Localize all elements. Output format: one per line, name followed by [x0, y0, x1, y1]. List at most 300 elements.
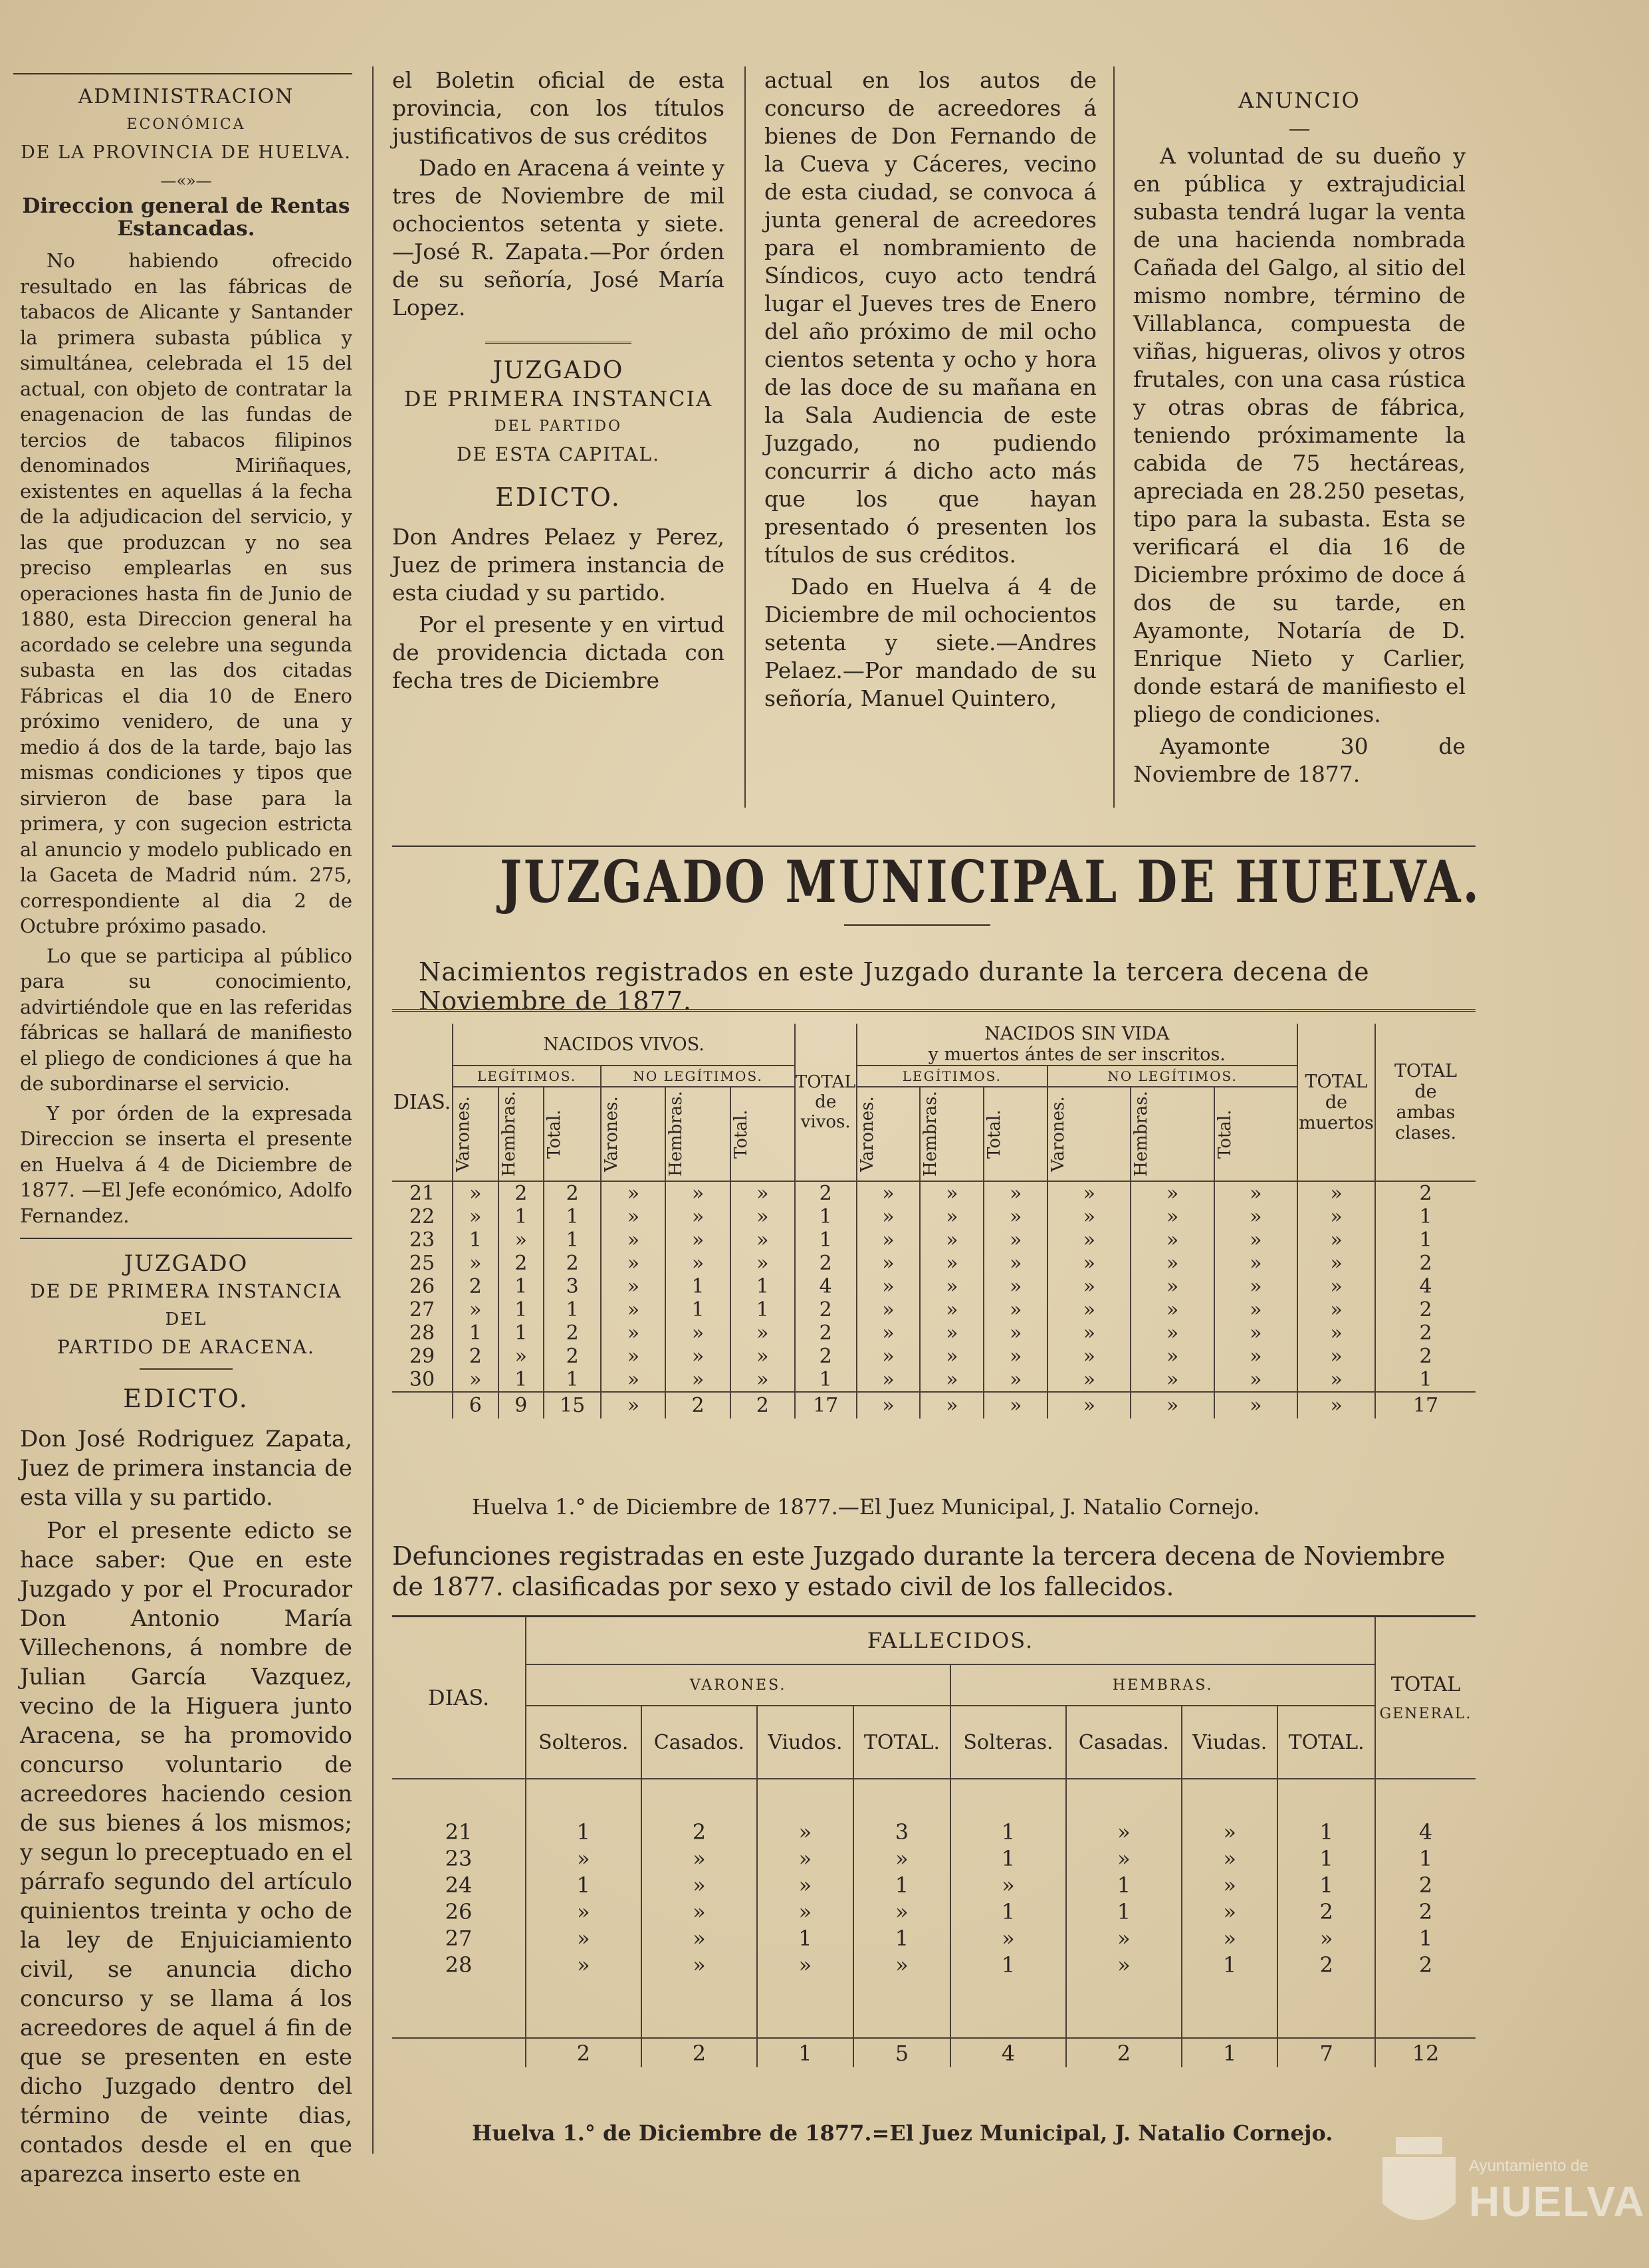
table-cell: 1 [1277, 1819, 1375, 1845]
deaths-col-header: Viudas. [1182, 1706, 1277, 1779]
table-cell: 1 [1375, 1228, 1476, 1252]
table-cell: » [1131, 1252, 1214, 1275]
table-cell: » [1214, 1321, 1297, 1345]
ayuntamiento-logo [1376, 2130, 1646, 2243]
hembras-label: Hembras. [921, 1091, 941, 1177]
table-row [392, 1925, 1476, 1952]
varones-label: Varones. [857, 1096, 877, 1172]
direccion-header: Direccion general de Rentas Estancadas. [22, 194, 350, 241]
table-cell: 1 [730, 1275, 795, 1298]
col-varones-nl [601, 1087, 665, 1181]
table-cell: » [601, 1252, 665, 1275]
logo-line-1: Ayuntamiento de [1469, 2157, 1589, 2175]
table-cell: » [730, 1345, 795, 1368]
table-cell: 1 [1066, 1898, 1182, 1925]
table-cell: 1 [950, 1952, 1065, 1978]
births-no-legitimos-header: NO LEGÍTIMOS. [601, 1066, 795, 1087]
empty-cell [392, 1779, 526, 1819]
table-cell: » [665, 1321, 730, 1345]
table-cell: 2 [1375, 1181, 1476, 1205]
table-cell: 29 [409, 1345, 435, 1368]
births-top-rule [392, 1009, 1476, 1012]
table-cell: 1 [853, 1925, 951, 1952]
table-cell: 1 [526, 1872, 641, 1898]
column-divider-2 [744, 66, 746, 808]
table-cell: 1 [1277, 1872, 1375, 1898]
table-cell: » [857, 1345, 921, 1368]
total-muertos-2: de [1325, 1091, 1348, 1113]
table-row [392, 1819, 1476, 1845]
table-cell: » [1182, 1845, 1277, 1872]
table-cell: » [1214, 1275, 1297, 1298]
juzgado-aracena-del: DEL [165, 1309, 207, 1329]
table-cell: 2 [795, 1298, 857, 1321]
table-cell: 2 [795, 1181, 857, 1205]
table-cell: » [984, 1181, 1047, 1205]
total-cell: 2 [665, 1392, 730, 1418]
empty-cell [1375, 1978, 1476, 2038]
table-cell: 1 [526, 1819, 641, 1845]
admin-paragraph-3: Y por órden de la expresada Direccion se inserta el presente en Huelva á 4 de Diciembre de 1877. —El Jefe económico, Adolfo Fernandez. [20, 1101, 352, 1227]
table-cell: » [853, 1845, 951, 1872]
empty-cell [641, 1779, 758, 1819]
table-cell: 1 [795, 1368, 857, 1392]
table-cell: » [1066, 1819, 1182, 1845]
table-cell: » [1047, 1345, 1131, 1368]
empty-cell [392, 1978, 526, 2038]
empty-cell [757, 1978, 853, 2038]
total-cell: 1 [1182, 2038, 1277, 2067]
top-rule [13, 73, 352, 74]
empty-cell [950, 1978, 1065, 2038]
table-cell: » [1214, 1345, 1297, 1368]
table-cell: 1 [498, 1321, 544, 1345]
table-cell: » [853, 1952, 951, 1978]
table-cell: » [1214, 1252, 1297, 1275]
table-cell: 1 [1066, 1872, 1182, 1898]
empty-cell [526, 1779, 641, 1819]
table-cell: » [1297, 1345, 1375, 1368]
table-cell: » [1047, 1252, 1131, 1275]
deaths-signature: Huelva 1.° de Diciembre de 1877.=El Juez Municipal, J. Natalio Cornejo. [472, 2120, 1333, 2146]
table-cell: » [453, 1252, 498, 1275]
table-cell: 2 [1375, 1298, 1476, 1321]
col2-paragraph-1: el Boletin oficial de esta provincia, con los títulos justificativos de sus créditos [392, 67, 724, 149]
sin-vida-2: y muertos ántes de ser inscritos. [928, 1044, 1226, 1065]
empty-cell [1182, 1779, 1277, 1819]
table-cell: » [950, 1925, 1065, 1952]
table-cell: 1 [453, 1321, 498, 1345]
table-cell: » [1131, 1275, 1214, 1298]
births-total-vivos-header [795, 1024, 857, 1181]
col2-paragraph-2: Dado en Aracena á veinte y tres de Noviembre de mil ochocientos setenta y siete. —José R. Zapata.—Por órden de su señoría, José María Lopez. [392, 155, 724, 320]
table-cell: » [730, 1368, 795, 1392]
total-label: Total. [544, 1109, 565, 1159]
table-cell: 1 [498, 1298, 544, 1321]
table-cell: » [601, 1205, 665, 1228]
table-row [392, 1898, 1476, 1925]
col-total-svnl [1214, 1087, 1297, 1181]
total-cell: 2 [1066, 2038, 1182, 2067]
column-4 [1133, 86, 1466, 792]
table-cell: » [920, 1321, 984, 1345]
table-cell: » [665, 1252, 730, 1275]
table-cell: » [920, 1252, 984, 1275]
col-varones-sv [857, 1087, 921, 1181]
deaths-column-headers [392, 1706, 1476, 1779]
empty-cell [950, 1779, 1065, 1819]
total-cell: 17 [795, 1392, 857, 1418]
table-cell: » [665, 1181, 730, 1205]
total-cell: 9 [498, 1392, 544, 1418]
total-cell: 4 [950, 2038, 1065, 2067]
column-1 [20, 83, 352, 2193]
empty-cell [1277, 1779, 1375, 1819]
table-cell: » [453, 1205, 498, 1228]
table-cell: » [920, 1298, 984, 1321]
total-vivos-3: vivos. [800, 1112, 851, 1132]
total-vivos-2: de [815, 1092, 837, 1112]
deaths-col-header: Viudos. [757, 1706, 853, 1779]
births-dias-header: DIAS. [393, 1090, 451, 1114]
table-cell: » [1131, 1298, 1214, 1321]
table-row [392, 1321, 1476, 1345]
table-cell: » [984, 1345, 1047, 1368]
table-row [392, 1872, 1476, 1898]
births-table [392, 1024, 1476, 1418]
table-cell: » [984, 1228, 1047, 1252]
total-ambas-2: de [1414, 1081, 1437, 1102]
table-cell: 1 [950, 1845, 1065, 1872]
empty-cell [853, 1779, 951, 1819]
table-cell: » [757, 1872, 853, 1898]
table-cell: 4 [1375, 1275, 1476, 1298]
empty-cell [1066, 1978, 1182, 2038]
empty-cell [1375, 1779, 1476, 1819]
table-cell: 1 [544, 1298, 601, 1321]
total-label: Total. [984, 1109, 1005, 1159]
total-cell: » [857, 1392, 921, 1418]
totals-row [392, 2038, 1476, 2067]
table-row [392, 1181, 1476, 1205]
total-cell: 7 [1277, 2038, 1375, 2067]
table-cell: 27 [409, 1298, 435, 1321]
municipal-title: JUZGADO MUNICIPAL DE HUELVA. [499, 847, 1481, 917]
table-cell: » [601, 1345, 665, 1368]
table-cell: » [1297, 1205, 1375, 1228]
table-cell: » [601, 1228, 665, 1252]
births-total-muertos-header [1297, 1024, 1375, 1181]
table-cell: » [526, 1925, 641, 1952]
sin-vida-1: NACIDOS SIN VIDA [984, 1024, 1170, 1044]
total-cell: » [920, 1392, 984, 1418]
table-cell: » [1182, 1898, 1277, 1925]
table-cell: » [1047, 1181, 1131, 1205]
deaths-body [392, 1779, 1476, 2067]
table-row [392, 1275, 1476, 1298]
table-cell: 1 [544, 1368, 601, 1392]
table-row [392, 1345, 1476, 1368]
deaths-col-header: Solteras. [950, 1706, 1065, 1779]
table-cell: » [601, 1321, 665, 1345]
table-cell: » [857, 1298, 921, 1321]
total-ambas-3: ambas clases. [1394, 1102, 1457, 1143]
table-cell: » [526, 1845, 641, 1872]
table-cell: 1 [544, 1228, 601, 1252]
table-cell: » [730, 1252, 795, 1275]
table-cell: » [984, 1252, 1047, 1275]
table-row [392, 1228, 1476, 1252]
table-cell: » [1131, 1181, 1214, 1205]
total-cell: » [1131, 1392, 1214, 1418]
deaths-col-header: Solteros. [526, 1706, 641, 1779]
table-cell: » [757, 1819, 853, 1845]
total-cell: 2 [730, 1392, 795, 1418]
total-cell [392, 2038, 526, 2067]
table-cell: » [1047, 1368, 1131, 1392]
table-cell: » [757, 1898, 853, 1925]
table-cell: 4 [1375, 1819, 1476, 1845]
totals-row [392, 1392, 1476, 1418]
section-rule [20, 1238, 352, 1239]
table-cell: » [1066, 1845, 1182, 1872]
table-cell: 1 [757, 1925, 853, 1952]
table-cell: » [1297, 1321, 1375, 1345]
table-cell: » [857, 1181, 921, 1205]
table-cell: 2 [498, 1252, 544, 1275]
table-cell: 1 [950, 1819, 1065, 1845]
table-cell: 30 [409, 1368, 435, 1391]
table-cell: 1 [853, 1872, 951, 1898]
deaths-caption: Defunciones registradas en este Juzgado durante la tercera decena de Noviembre de 1877. clasificadas por sexo y estado civil de los fallecidos. [392, 1541, 1446, 1601]
col3-paragraph-1: actual en los autos de concurso de acreedores á bienes de Don Fernando de la Cueva y Cáceres, vecino de esta ciudad, se convoca á junta general de acreedores para el nombramiento de Síndicos, cuyo acto tendrá lugar el Jueves tres de Enero del año próximo de mil ocho cientos setenta y ocho y hora de las doce de su mañana en la Sala Audiencia de este Juzgado, no pudiendo concurrir á dicho acto más que los que hayan presentado ó presenten los títulos de sus créditos. [764, 67, 1097, 568]
table-cell: 3 [544, 1275, 601, 1298]
table-cell: 3 [853, 1819, 951, 1845]
coat-of-arms-icon [1376, 2130, 1462, 2237]
table-cell: » [526, 1898, 641, 1925]
table-cell: » [1214, 1368, 1297, 1392]
table-cell: 2 [544, 1345, 601, 1368]
edicto-judge: Don José Rodriguez Zapata, Juez de primera instancia de esta villa y su partido. [20, 1426, 352, 1511]
empty-cell [1066, 1779, 1182, 1819]
table-cell: 1 [453, 1228, 498, 1252]
total-cell: 12 [1375, 2038, 1476, 2067]
table-cell: » [641, 1845, 758, 1872]
table-cell: » [601, 1368, 665, 1392]
table-cell: 2 [453, 1345, 498, 1368]
table-cell: » [1047, 1321, 1131, 1345]
table-cell: 1 [1375, 1368, 1476, 1392]
table-cell: » [857, 1228, 921, 1252]
separator [485, 342, 631, 344]
total-cell: 1 [757, 2038, 853, 2067]
table-cell: » [1297, 1298, 1375, 1321]
table-cell: » [1066, 1952, 1182, 1978]
table-cell: » [601, 1298, 665, 1321]
table-cell: » [526, 1952, 641, 1978]
table-cell: » [730, 1205, 795, 1228]
anuncio-title: ANUNCIO [1238, 88, 1361, 113]
total-cell: 15 [544, 1392, 601, 1418]
births-total-ambas-header [1375, 1024, 1476, 1181]
juzgado-capital-subtitle: DE PRIMERA INSTANCIA [403, 386, 713, 411]
juzgado-aracena-subtitle: DE DE PRIMERA INSTANCIA [30, 1280, 342, 1302]
juzgado-aracena-partido: PARTIDO DE ARACENA. [57, 1336, 315, 1358]
table-cell: » [1182, 1819, 1277, 1845]
deaths-col-header: TOTAL. [853, 1706, 951, 1779]
table-cell: » [920, 1368, 984, 1392]
table-cell: 2 [1375, 1345, 1476, 1368]
table-cell: » [984, 1298, 1047, 1321]
table-cell: » [730, 1228, 795, 1252]
table-cell: » [920, 1205, 984, 1228]
table-cell: » [920, 1275, 984, 1298]
table-cell: » [857, 1321, 921, 1345]
births-nacidos-vivos-header: NACIDOS VIVOS. [453, 1024, 795, 1066]
column-2 [392, 66, 724, 699]
empty-cell [1182, 1978, 1277, 2038]
deaths-table [392, 1615, 1476, 2067]
table-cell: » [1214, 1205, 1297, 1228]
table-cell: 1 [1375, 1845, 1476, 1872]
edicto-body: Por el presente edicto se hace saber: Que en este Juzgado y por el Procurador Don Antonio María Villechenons, á nombre de Julian García Vazquez, vecino de la Higuera junto Aracena, se ha promovido concurso voluntario de acreedores haciendo cesion de sus bienes á los mismos; y segun lo preceptuado en el párrafo segundo del artículo quinientos treinta y ocho de la ley de Enjuiciamiento civil, se anuncia dicho concurso y se llama á los acreedores de aquel á fin de que se presenten en este dicho Juzgado dentro del término de veinte dias, contados desde el en que aparezca inserto este en [20, 1518, 352, 2188]
col-total [544, 1087, 601, 1181]
table-cell: 2 [795, 1252, 857, 1275]
total-label: Total. [730, 1109, 751, 1159]
table-cell: 1 [1182, 1952, 1277, 1978]
table-cell: » [498, 1228, 544, 1252]
total-cell: 2 [641, 2038, 758, 2067]
total-muertos-3: muertos [1299, 1112, 1374, 1133]
total-general-2: GENERAL. [1379, 1706, 1472, 1722]
table-row [392, 1205, 1476, 1228]
table-cell: » [1182, 1872, 1277, 1898]
table-cell: » [730, 1181, 795, 1205]
empty-cell [853, 1978, 951, 2038]
table-cell: 2 [544, 1181, 601, 1205]
juzgado-capital-name: DE ESTA CAPITAL. [456, 443, 661, 465]
table-cell: » [857, 1252, 921, 1275]
table-cell: 2 [1277, 1898, 1375, 1925]
table-cell: » [498, 1345, 544, 1368]
table-cell: 22 [409, 1205, 435, 1228]
admin-paragraph-1: No habiendo ofrecido resultado en las fábricas de tabacos de Alicante y Santander la primera subasta pública y simultánea, celebrada el 15 del actual, con objeto de contratar la enagenacion de las fundas de tercios de tabacos filipinos denominados Miriñaques, existentes en aquellas á la fecha de la adjudicacion del servicio, y las que produzcan y no sea preciso emplearlas en sus operaciones hasta fin de Junio de 1880, esta Direccion general ha acordado se celebre una segunda subasta en las dos citadas Fábricas el dia 10 de Enero próximo venidero, de una y medio á dos de la tarde, bajo las mismas condiciones y tipos que sirvieron de base para la primera, y con sugecion estricta al anuncio y modelo publicado en la Gaceta de Madrid núm. 275, correspondiente al dia 2 de Octubre próximo pasado. [20, 249, 352, 937]
table-cell: 28 [445, 1952, 473, 1978]
table-cell: » [920, 1181, 984, 1205]
admin-province: DE LA PROVINCIA DE HUELVA. [21, 142, 352, 163]
table-cell: » [641, 1952, 758, 1978]
table-cell: » [1214, 1228, 1297, 1252]
table-cell: 1 [498, 1275, 544, 1298]
total-cell: » [601, 1392, 665, 1418]
table-cell: 1 [730, 1298, 795, 1321]
table-cell: 26 [409, 1275, 435, 1298]
empty-cell [757, 1779, 853, 1819]
table-cell: » [1297, 1228, 1375, 1252]
total-general-1: TOTAL [1390, 1673, 1461, 1696]
table-row [392, 1298, 1476, 1321]
table-cell: 2 [1375, 1898, 1476, 1925]
table-cell: 2 [544, 1321, 601, 1345]
table-cell: 28 [409, 1321, 435, 1345]
col-hembras-svnl [1131, 1087, 1214, 1181]
table-cell: 25 [409, 1252, 435, 1275]
total-cell: » [984, 1392, 1047, 1418]
deaths-hembras-header: HEMBRAS. [950, 1664, 1375, 1706]
table-cell: 1 [544, 1205, 601, 1228]
col-hembras-nl [665, 1087, 730, 1181]
total-cell: » [1214, 1392, 1297, 1418]
deaths-total-general-header [1375, 1617, 1476, 1779]
varones-label: Varones. [453, 1096, 473, 1172]
table-cell: 2 [544, 1252, 601, 1275]
table-cell: » [984, 1368, 1047, 1392]
table-cell: 2 [453, 1275, 498, 1298]
total-cell: 2 [526, 2038, 641, 2067]
hembras-label: Hembras. [1131, 1091, 1152, 1177]
table-cell: » [665, 1205, 730, 1228]
table-cell: 26 [445, 1899, 473, 1924]
dash: — [1288, 115, 1311, 141]
table-cell: 1 [498, 1368, 544, 1392]
total-cell [392, 1392, 453, 1418]
total-vivos-1: TOTAL [795, 1072, 856, 1092]
table-cell: 1 [795, 1228, 857, 1252]
table-cell: » [757, 1952, 853, 1978]
births-legitimos-header: LEGÍTIMOS. [453, 1066, 601, 1087]
table-cell: 2 [1375, 1321, 1476, 1345]
table-cell: » [1131, 1321, 1214, 1345]
table-row [392, 1368, 1476, 1392]
admin-paragraph-2: Lo que se participa al público para su conocimiento, advirtiéndole que en las referidas fábricas se hallará de manifiesto el pliego de condiciones á que ha de subordinarse el servicio. [20, 944, 352, 1095]
total-cell: » [1297, 1392, 1375, 1418]
table-cell: 1 [795, 1205, 857, 1228]
table-cell: » [665, 1228, 730, 1252]
table-cell: 1 [498, 1205, 544, 1228]
table-cell: » [857, 1368, 921, 1392]
table-cell: » [1131, 1228, 1214, 1252]
table-cell: 1 [665, 1275, 730, 1298]
table-cell: 4 [795, 1275, 857, 1298]
anuncio-body: A voluntad de su dueño y en pública y extrajudicial subasta tendrá lugar la venta de una hacienda nombrada Cañada del Galgo, al sitio del mismo nombre, término de Villablanca, compuesta de viñas, higueras, olivos y otros frutales, con una casa rústica y otras obras de fábrica, teniendo próximamente la cabida de 75 hectáreas, apreciada en 28.250 pesetas, tipo para la subasta. Esta se verificará el dia 16 de Diciembre próximo de doce á dos de su tarde, en Ayamonte, Notaría de D. Enrique Nieto y Carlier, donde estará de manifiesto el pliego de condiciones. [1133, 143, 1466, 727]
table-cell: » [641, 1925, 758, 1952]
births-sin-vida-header [857, 1024, 1298, 1066]
col-varones-svnl [1047, 1087, 1131, 1181]
empty-cell [1277, 1978, 1375, 2038]
table-cell: » [1297, 1252, 1375, 1275]
table-row [392, 1952, 1476, 1978]
col-total-nl [730, 1087, 795, 1181]
total-cell: » [1047, 1392, 1131, 1418]
deaths-fallecidos-header: FALLECIDOS. [526, 1617, 1375, 1665]
table-cell: » [1131, 1205, 1214, 1228]
table-cell: » [857, 1275, 921, 1298]
col-total-sv [984, 1087, 1047, 1181]
table-cell: » [1182, 1925, 1277, 1952]
table-cell: 1 [1375, 1205, 1476, 1228]
juzgado-capital-title: JUZGADO [493, 357, 624, 384]
table-cell: » [1297, 1275, 1375, 1298]
table-cell: » [601, 1181, 665, 1205]
col-varones [453, 1087, 498, 1181]
hembras-label: Hembras. [498, 1091, 519, 1177]
anuncio-date: Ayamonte 30 de Noviembre de 1877. [1133, 733, 1466, 787]
table-cell: » [453, 1181, 498, 1205]
varones-label: Varones. [602, 1096, 622, 1172]
table-cell: 1 [1277, 1845, 1375, 1872]
table-cell: » [920, 1345, 984, 1368]
table-cell: » [641, 1898, 758, 1925]
